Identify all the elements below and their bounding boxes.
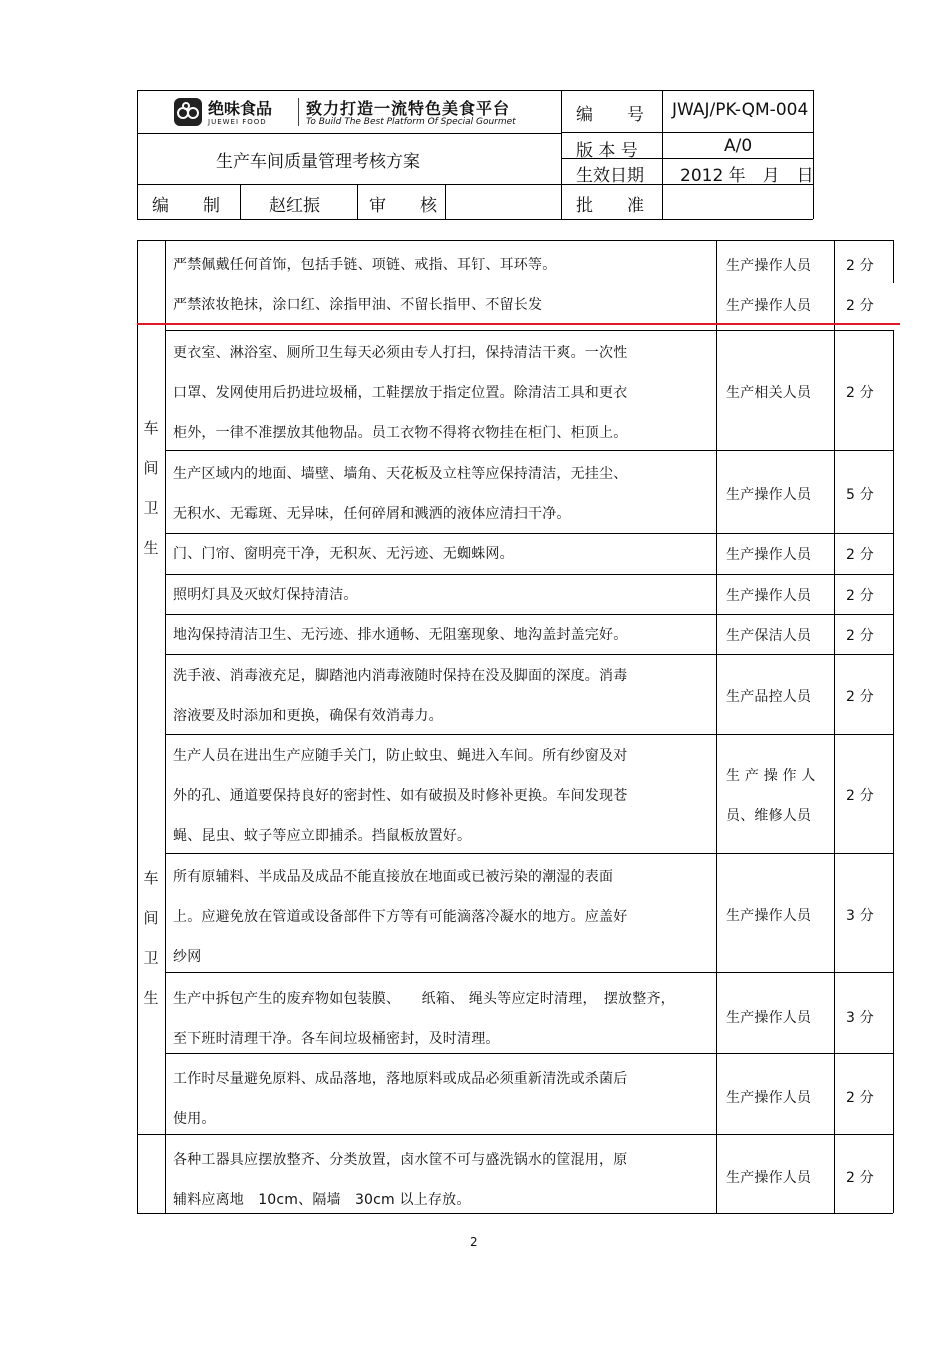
prepared-by-label: 编 制 xyxy=(152,196,220,216)
requirement-text: 溶液要及时添加和更换，确保有效消毒力。 xyxy=(173,708,443,724)
section-label-text: 车间卫生 xyxy=(143,419,159,557)
logo-slogan-en: To Build The Best Platform Of Special Gourmet xyxy=(306,117,516,127)
code-value: JWAJ/PK-QM-004 xyxy=(672,100,809,120)
responsible-person: 生产相关人员 xyxy=(726,385,812,401)
score-value: 2 分 xyxy=(846,1170,874,1186)
requirement-text: 生产人员在进出生产应随手关门，防止蚊虫、蝇进入车间。所有纱窗及对 xyxy=(173,748,628,764)
requirement-text: 更衣室、淋浴室、厕所卫生每天必须由专人打扫，保持清洁干爽。一次性 xyxy=(173,345,628,361)
prepared-by-value: 赵红振 xyxy=(269,196,320,216)
requirement-text: 地沟保持清洁卫生、无污迹、排水通畅、无阻塞现象、地沟盖封盖完好。 xyxy=(173,627,628,643)
responsible-person: 生产操作人员 xyxy=(726,487,812,503)
score-value: 2 分 xyxy=(846,547,874,563)
score-value: 2 分 xyxy=(846,298,874,314)
section-label-2 xyxy=(141,858,161,1018)
version-label: 版 本 号 xyxy=(576,141,638,161)
responsible-person: 生产操作人员 xyxy=(726,258,812,274)
responsible-person: 生产操作人员 xyxy=(726,1170,812,1186)
company-logo xyxy=(172,96,524,128)
score-value: 5 分 xyxy=(846,487,874,503)
section-label-text: 车间卫生 xyxy=(143,869,159,1007)
logo-brand-cn: 绝味食品 xyxy=(208,99,273,118)
document-title: 生产车间质量管理考核方案 xyxy=(216,152,420,172)
effective-date-value: 2012 年 月 日 xyxy=(680,166,814,186)
score-value: 2 分 xyxy=(846,385,874,401)
requirement-text: 外的孔、通道要保持良好的密封性、如有破损及时修补更换。车间发现苍 xyxy=(173,788,628,804)
effective-date-label: 生效日期 xyxy=(576,166,644,186)
score-value: 2 分 xyxy=(846,588,874,604)
code-label: 编 号 xyxy=(576,105,644,125)
responsible-person: 生产操作人员 xyxy=(726,1009,812,1026)
requirement-text: 使用。 xyxy=(173,1111,216,1127)
score-value: 2 分 xyxy=(846,788,874,804)
section-label-1 xyxy=(141,408,161,568)
requirement-text: 柜外，一律不准摆放其他物品。员工衣物不得将衣物挂在柜门、柜顶上。 xyxy=(173,425,628,441)
requirement-text: 严禁浓妆艳抹，涂口红、涂指甲油、不留长指甲、不留长发 xyxy=(173,297,543,313)
responsible-person: 生产操作人员 xyxy=(726,298,812,314)
responsible-person: 生产操作人员 xyxy=(726,547,812,563)
requirement-text: 工作时尽量避免原料、成品落地，落地原料或成品必须重新清洗或杀菌后 xyxy=(173,1071,628,1087)
score-value: 3 分 xyxy=(846,908,874,924)
score-value: 2 分 xyxy=(846,628,874,644)
score-value: 2 分 xyxy=(846,1090,874,1106)
requirement-text: 纱网 xyxy=(173,949,202,965)
responsible-person: 生产保洁人员 xyxy=(726,628,812,644)
requirement-text: 至下班时清理干净。各车间垃圾桶密封，及时清理。 xyxy=(173,1031,500,1047)
version-value: A/0 xyxy=(724,136,753,156)
requirement-text: 生产区域内的地面、墙壁、墙角、天花板及立柱等应保持清洁，无挂尘、 xyxy=(173,466,628,482)
requirement-text: 严禁佩戴任何首饰，包括手链、项链、戒指、耳钉、耳环等。 xyxy=(173,257,557,273)
requirement-text: 无积水、无霉斑、无异味，任何碎屑和溅洒的液体应清扫干净。 xyxy=(173,506,571,522)
juewei-logo-icon xyxy=(174,98,202,126)
logo-brand-en: JUEWEI FOOD xyxy=(208,118,267,126)
responsible-person: 员、维修人员 xyxy=(726,808,812,824)
requirement-text: 各种工器具应摆放整齐、分类放置，卤水筐不可与盛洗锅水的筐混用，原 xyxy=(173,1152,628,1168)
score-value: 3 分 xyxy=(846,1009,874,1026)
requirement-text: 口罩、发网使用后扔进垃圾桶，工鞋摆放于指定位置。除清洁工具和更衣 xyxy=(173,385,628,401)
responsible-person: 生产操作人员 xyxy=(726,908,812,924)
score-value: 2 分 xyxy=(846,688,874,705)
requirement-text: 照明灯具及灭蚊灯保持清洁。 xyxy=(173,587,358,603)
requirement-text: 辅料应离地 10cm、隔墙 30cm 以上存放。 xyxy=(173,1192,471,1208)
requirement-text: 洗手液、消毒液充足，脚踏池内消毒液随时保持在没及脚面的深度。消毒 xyxy=(173,668,628,684)
red-rule-line xyxy=(137,323,900,325)
logo-slogan: 致力打造一流特色美食平台 xyxy=(306,99,511,118)
requirement-text: 蝇、昆虫、蚊子等应立即捕杀。挡鼠板放置好。 xyxy=(173,828,472,844)
responsible-person: 生产操作人员 xyxy=(726,1090,812,1106)
approved-by-label: 批 准 xyxy=(576,196,644,216)
requirement-text: 所有原辅料、半成品及成品不能直接放在地面或已被污染的潮湿的表面 xyxy=(173,869,614,885)
requirement-text: 生产中拆包产生的废弃物如包装膜、 纸箱、 绳头等应定时清理， 摆放整齐， xyxy=(173,991,675,1007)
page-number: 2 xyxy=(470,1235,478,1249)
responsible-person: 生产品控人员 xyxy=(726,688,812,705)
requirement-text: 上。应避免放在管道或设备部件下方等有可能滴落冷凝水的地方。应盖好 xyxy=(173,909,628,925)
score-value: 2 分 xyxy=(846,258,874,274)
reviewed-by-label: 审 核 xyxy=(369,196,437,216)
requirement-text: 门、门帘、窗明亮干净，无积灰、无污迹、无蜘蛛网。 xyxy=(173,546,514,562)
responsible-person: 生 产 操 作 人 xyxy=(726,768,816,784)
responsible-person: 生产操作人员 xyxy=(726,588,812,604)
logo-divider xyxy=(298,98,299,126)
